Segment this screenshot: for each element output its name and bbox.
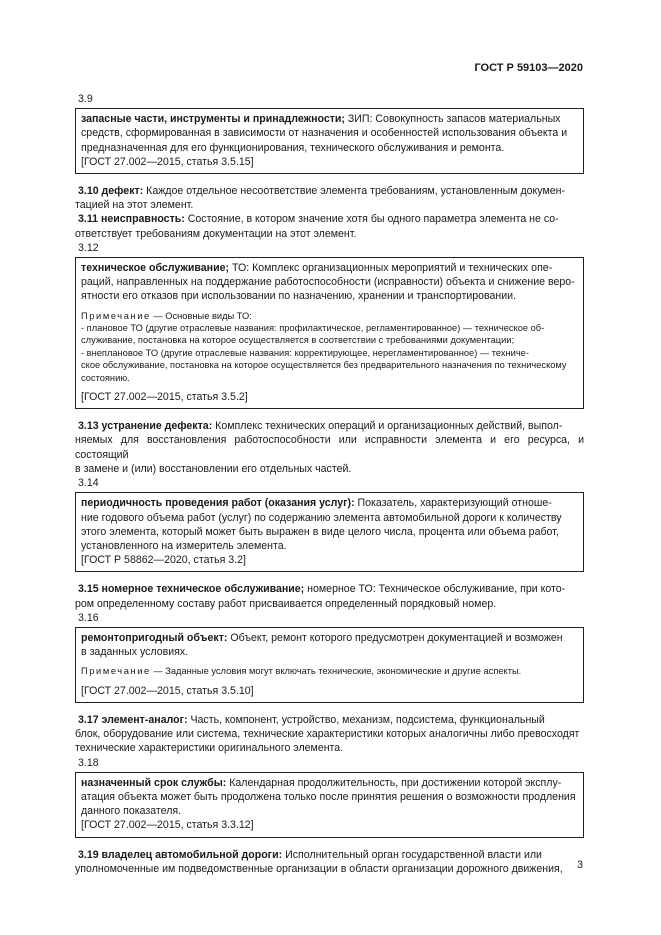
clause-3-19	[75, 848, 584, 862]
term: техническое обслуживание;	[81, 262, 230, 275]
definition-line	[81, 496, 579, 510]
definition-text: Каждое отдельное несоответствие элемента требованиям, установленным докумен-	[143, 185, 566, 198]
definition-line: данного показателя.	[81, 805, 182, 818]
definition-line: ром определенному составу работ присваивается определенный порядковый номер.	[75, 597, 497, 610]
definition-line: предназначенная для его функционирования, технического обслуживания и ремонта.	[81, 141, 505, 154]
definition-line	[81, 112, 579, 126]
definition-text: Часть, компонент, устройство, механизм, подсистема, функциональный	[187, 713, 545, 726]
definition-text: ТО: Комплекс организационных мероприятий и технических опе-	[229, 262, 553, 275]
definition-line: установленного на измеритель элемента.	[81, 539, 287, 552]
standard-header: ГОСТ Р 59103—2020	[474, 62, 583, 74]
term: 3.11 неисправность:	[78, 213, 185, 226]
note-text: — Заданные условия могут включать технические, экономические и другие аспекты.	[150, 666, 522, 677]
definition-line: уполномоченные им подведомственные организации в области организации дорожного движения,	[75, 862, 563, 875]
term: 3.15 номерное техническое обслуживание;	[78, 583, 305, 596]
definition-text: Календарная продолжительность, при достижении которой эксплу-	[226, 776, 562, 789]
term: запасные части, инструменты и принадлежности;	[81, 113, 345, 126]
definition-box	[75, 492, 584, 572]
definition-line: няемых для восстановления работоспособности или исправности элемента и его ресурса, и состоящий	[75, 434, 584, 461]
definition-line	[81, 631, 579, 645]
term: 3.19 владелец автомобильной дороги:	[78, 848, 283, 861]
note-text: — Основные виды ТО:	[150, 310, 252, 321]
definition-box	[75, 772, 584, 838]
page-number: 3	[577, 858, 583, 871]
note-line: служивание, постановка на которое осуществляется в соответствии с требованиями документации;	[81, 335, 515, 346]
definition-line: технические характеристики оригинального элемента.	[75, 742, 344, 755]
definition-text: Комплекс технических операций и организационных действий, выпол-	[212, 420, 563, 433]
clause-number: 3.14	[78, 477, 99, 490]
note-label: Примечание	[81, 310, 151, 321]
definition-text: ЗИП: Совокупность запасов материальных	[344, 113, 561, 126]
term: 3.13 устранение дефекта:	[78, 420, 213, 433]
definition-line: ние годового объема работ (услуг) по содержанию элемента автомобильной дороги к количеству	[81, 511, 562, 524]
clause-number: 3.18	[78, 756, 99, 769]
definition-line: тацией на этот элемент.	[75, 199, 194, 212]
definition-box	[75, 257, 584, 409]
clause-3-11	[75, 212, 584, 226]
term: 3.17 элемент-аналог:	[78, 713, 188, 726]
definition-line	[81, 776, 579, 790]
clause-3-17	[75, 713, 584, 727]
note-label: Примечание	[81, 666, 151, 677]
source-reference: [ГОСТ 27.002—2015, статья 3.5.10]	[81, 684, 254, 697]
note-line: состоянию.	[81, 372, 130, 383]
term: периодичность проведения работ (оказания услуг):	[81, 497, 355, 510]
definition-line: ятности его отказов при использовании по назначению, хранении и транспортировании.	[81, 290, 517, 303]
term: ремонтопригодный объект:	[81, 631, 228, 644]
definition-text: Исполнительный орган государственной власти или	[282, 848, 542, 861]
clause-3-15	[75, 582, 584, 596]
clause-number: 3.9	[78, 93, 93, 105]
note-line: - плановое ТО (другие отраслевые названия: профилактическое, регламентированное) — техническое об-	[81, 323, 545, 334]
note-line: - внеплановое ТО (другие отраслевые названия: корректирующее, нерегламентированное) — техниче-	[81, 347, 529, 358]
note-line	[81, 310, 579, 322]
term: 3.10 дефект:	[78, 185, 144, 198]
term: назначенный срок службы:	[81, 776, 227, 789]
definition-line: блок, оборудование или система, технические характеристики которых аналогичны либо превосходят	[75, 728, 580, 741]
source-reference: [ГОСТ 27.002—2015, статья 3.5.2]	[81, 391, 248, 404]
source-reference: [ГОСТ 27.002—2015, статья 3.5.15]	[81, 155, 254, 168]
definition-line: ответствует требованиям документации на этот элемент.	[75, 227, 357, 240]
definition-line: в замене и (или) восстановлении его отдельных частей.	[75, 462, 352, 475]
note-line: ское обслуживание, постановка на которое осуществляется без предварительного назначения по техническому	[81, 360, 567, 371]
page-content	[75, 92, 584, 876]
definition-line	[81, 261, 579, 275]
definition-box	[75, 108, 584, 174]
clause-3-10	[75, 184, 584, 198]
definition-text: Показатель, характеризующий отноше-	[354, 497, 552, 510]
definition-text: номерное ТО: Техническое обслуживание, при кото-	[304, 583, 566, 596]
definition-line: в заданных условиях.	[81, 646, 189, 659]
clause-number: 3.16	[78, 611, 99, 624]
definition-line: этого элемента, который может быть выражен в виде целого числа, процента или объема работ,	[81, 525, 559, 538]
definition-line: атация объекта может быть продолжена только после принятия решения о возможности продления	[81, 790, 576, 803]
definition-text: Состояние, в котором значение хотя бы одного параметра элемента не со-	[184, 213, 559, 226]
definition-box	[75, 627, 584, 703]
source-reference: [ГОСТ 27.002—2015, статья 3.3.12]	[81, 819, 254, 832]
note-line	[81, 665, 579, 677]
clause-3-13	[75, 419, 584, 433]
definition-line: раций, направленных на поддержание работоспособности (исправности) объекта и снижение веро-	[81, 276, 575, 289]
clause-number: 3.12	[78, 241, 99, 254]
definition-text: Объект, ремонт которого предусмотрен документацией и возможен	[227, 631, 563, 644]
definition-line: средств, сформированная в зависимости от назначения и особенностей использования объекта и	[81, 127, 568, 140]
source-reference: [ГОСТ Р 58862—2020, статья 3.2]	[81, 554, 246, 567]
